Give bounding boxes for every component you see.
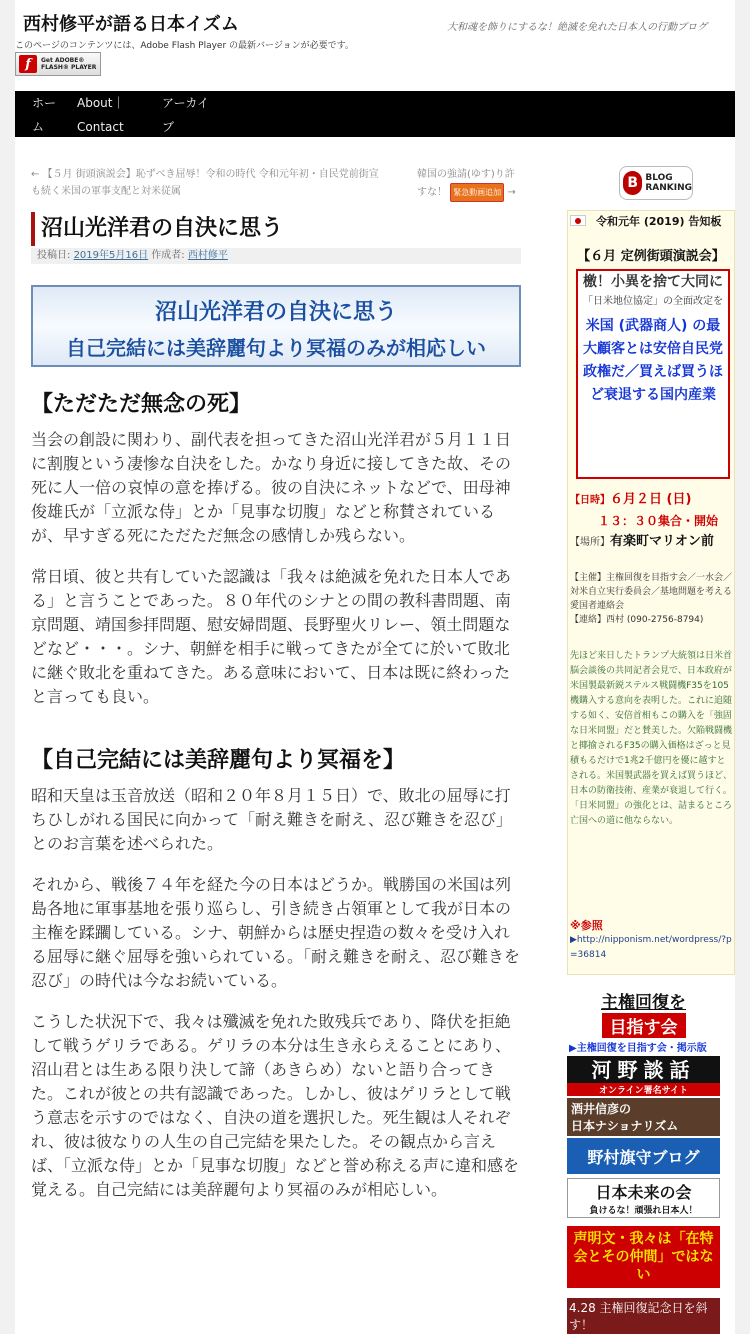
entry-meta: 投稿日: 2019年5月16日 作成者: 西村修平	[31, 248, 521, 264]
reference-link[interactable]: ▶http://nipponism.net/wordpress/?p=36814	[570, 935, 732, 960]
notice-text: 先ほど来日したトランプ大統領は日米首脳会談後の共同記者会見で、日本政府が米国製最新鋭ステルス戦闘機F35を105機購入する意向を表明した。これに追随する如く、安倍首相もこの購入を「強固な日米同盟」だと賛美した。欠陥戦闘機と揶揄されるF35の購入価格はざっと見積もるだけで1兆2千億円を優に越すとされる。米国製武器を買えば買うほど、日本の防衛技術、産業が衰退して行く。「日米同盟」の強化とは、詰まるところ亡国への道に他ならない。	[570, 651, 733, 826]
new-video-tag: 緊急動画追加	[450, 183, 504, 202]
paragraph: それから、戦後７４年を経た今の日本はどうか。戦勝国の米国は列島各地に軍事基地を張り巡らし、引き続き占領軍として我が日本の主権を蹂躙している。シナ、朝鮮からは歴史捏造の数々を受け入れる屈辱に継ぐ屈辱を強いられている。「耐え難きを耐え、忍び難きを忍び」の時代は今なお続いている。	[31, 875, 520, 990]
notice-board: 令和元年 (2019) 告知板 【６月 定例街頭演説会】 檄！小異を捨て大同に 「日米地位協定」の全面改定を 米国 (武器商人) の最大顧客とは安倍自民党政権だ／買えば買うほど衰退する国内産業 【日時】６月２日 (日) １３：３０集合・開始 【場所】有楽町マリオン前 【主催】主権回復を目指す会／一水会／対米自立実行委員会／基地問題を考える愛国者連絡会 【連絡】西村 (090-2756-8794) 先ほど来日したトランプ大統領は日米首脳会談後の共同記者会見で、日本政府が米国製最新鋭ステルス戦闘機F35を105機購入する意向を表明した。これに追随する如く、安倍首相もこの購入を「強固な日米同盟」だと賛美した。欠陥戦闘機と揶揄されるF35の購入価格はざっと見積もるだけで1兆2千億円を優に越すとされる。米国製武器を買えば買うほど、日本の防衛技術、産業が衰退して行く。「日米同盟」の強化とは、詰まるところ亡国への道に他ならない。 ※参照 ▶http://nipponism.net/wordpress/?p=36814	[567, 210, 735, 975]
author-link[interactable]: 西村修平	[187, 250, 228, 261]
blog-ranking-icon: B	[623, 171, 642, 195]
section-heading: 【ただただ無念の死】	[31, 392, 252, 417]
kinenbi-banner[interactable]: 4.28 主権回復記念日を斜す！	[567, 1298, 720, 1334]
event-slogan-box: 檄！小異を捨て大同に 「日米地位協定」の全面改定を 米国 (武器商人) の最大顧客とは安倍自民党政権だ／買えば買うほど衰退する国内産業	[576, 269, 730, 479]
nav-item-home[interactable]: ホー ム	[32, 96, 57, 134]
sakai-nationalism-banner[interactable]: 酒井信彦の 日本ナショナリズム	[567, 1098, 720, 1136]
shuken-kaifuku-banner[interactable]: 主権回復を 目指す会	[567, 992, 720, 1034]
kono-danwa-banner[interactable]: 河野談話 オンライン署名サイト	[567, 1056, 720, 1094]
event-title: 【６月 定例街頭演説会】	[577, 249, 725, 264]
nav-item-about-contact[interactable]: About｜ Contact	[77, 96, 125, 134]
paragraph: 昭和天皇は玉音放送（昭和２０年８月１５日）で、敗北の屈辱に打ちひしがれる国民に向かって「耐え難きを耐え、忍び難きを忍び」とのお言葉を述べられた。	[31, 786, 512, 853]
statement-banner[interactable]: 声明文・我々は「在特会とその仲間」ではない	[567, 1226, 720, 1288]
article-title: 沼山光洋君の自決に思う	[31, 212, 323, 246]
site-description: 大和魂を飾りにするな！絶滅を免れた日本人の行動ブログ	[447, 22, 707, 33]
page-container	[15, 0, 735, 1334]
blog-ranking-button[interactable]: B BLOG RANKING	[619, 166, 693, 200]
nav-item-archive[interactable]: アーカイ ブ	[162, 96, 210, 134]
article-banner-image: 沼山光洋君の自決に思う 自己完結には美辞麗句より冥福のみが相応しい	[31, 285, 521, 367]
section-heading: 【自己完結には美辞麗句より冥福を】	[31, 748, 406, 773]
paragraph: 当会の創設に関わり、副代表を担ってきた沼山光洋君が５月１１日に割腹という凄惨な自決をした。かなり身近に接してきた故、その死に人一倍の哀悼の意を捧げる。彼の自決にネットなどで、田母神俊雄氏が「立派な侍」とか「見事な切腹」などと称賛されているが、早すぎる死にただただ無念の感情しか残らない。	[31, 430, 512, 545]
reference-label: ※参照	[570, 919, 603, 932]
get-flash-player-button[interactable]	[15, 52, 101, 76]
next-post-link[interactable]: 韓国の強請(ゆす)り許 すな！ 緊急動画追加 →	[417, 166, 525, 202]
paragraph: こうした状況下で、我々は殲滅を免れた敗残兵であり、降伏を拒絶して戦うゲリラである。ゲリラの本分は生き永らえることにあり、沼山君とは生ある限り決して諦（あきらめ）ないと語り合ってきた。これが彼との共有認識であった。しかし、彼はゲリラとして戦う意志を示すのではなく、自決の道を選択した。死生観は人それぞれ、彼は彼なりの人生の自己完結を果たした。その観点から言えば、「立派な侍」とか「見事な切腹」などと誉め称える声に違和感を覚える。自己完結には美辞麗句より冥福のみが相応しい。	[31, 1012, 520, 1199]
article-body	[31, 387, 521, 1202]
notice-board-header: 令和元年 (2019) 告知板	[568, 211, 734, 231]
flash-icon: f	[19, 55, 37, 73]
nihon-mirai-banner[interactable]: 日本未来の会 負けるな！頑張れ日本人！	[567, 1178, 720, 1218]
site-title[interactable]: 西村修平が語る日本イズム	[23, 14, 239, 35]
previous-post-link[interactable]: ← 【５月 街頭演説会】恥ずべき屈辱！令和の時代 令和元年初・自民党前街宣 も続く米国の軍事支配と対米従属	[31, 169, 379, 197]
paragraph: 常日頃、彼と共有していた認識は「我々は絶滅を免れた日本人である」と言うことであった。８０年代のシナとの間の教科書問題、南京問題、靖国参拝問題、慰安婦問題、長野聖火リレー、領土問題などなど・・・。シナ、朝鮮を相手に戦ってきたが全てに於いて敗北に継ぐ敗北を重ねてきた。ある意味において、日本は既に終わったと言っても良い。	[31, 567, 512, 706]
japan-flag-icon	[570, 215, 586, 226]
nomura-blog-banner[interactable]: 野村旗守ブログ	[567, 1138, 720, 1174]
flash-notice: このページのコンテンツには、Adobe Flash Player の最新バージョンが必要です。	[15, 41, 354, 51]
main-navigation	[15, 91, 735, 137]
post-date-link[interactable]: 2019年5月16日	[73, 250, 149, 261]
flash-badge-text: Get ADOBE® FLASH® PLAYER	[41, 57, 97, 71]
board-link[interactable]: ▶主権回復を目指す会・掲示版	[569, 1043, 707, 1054]
